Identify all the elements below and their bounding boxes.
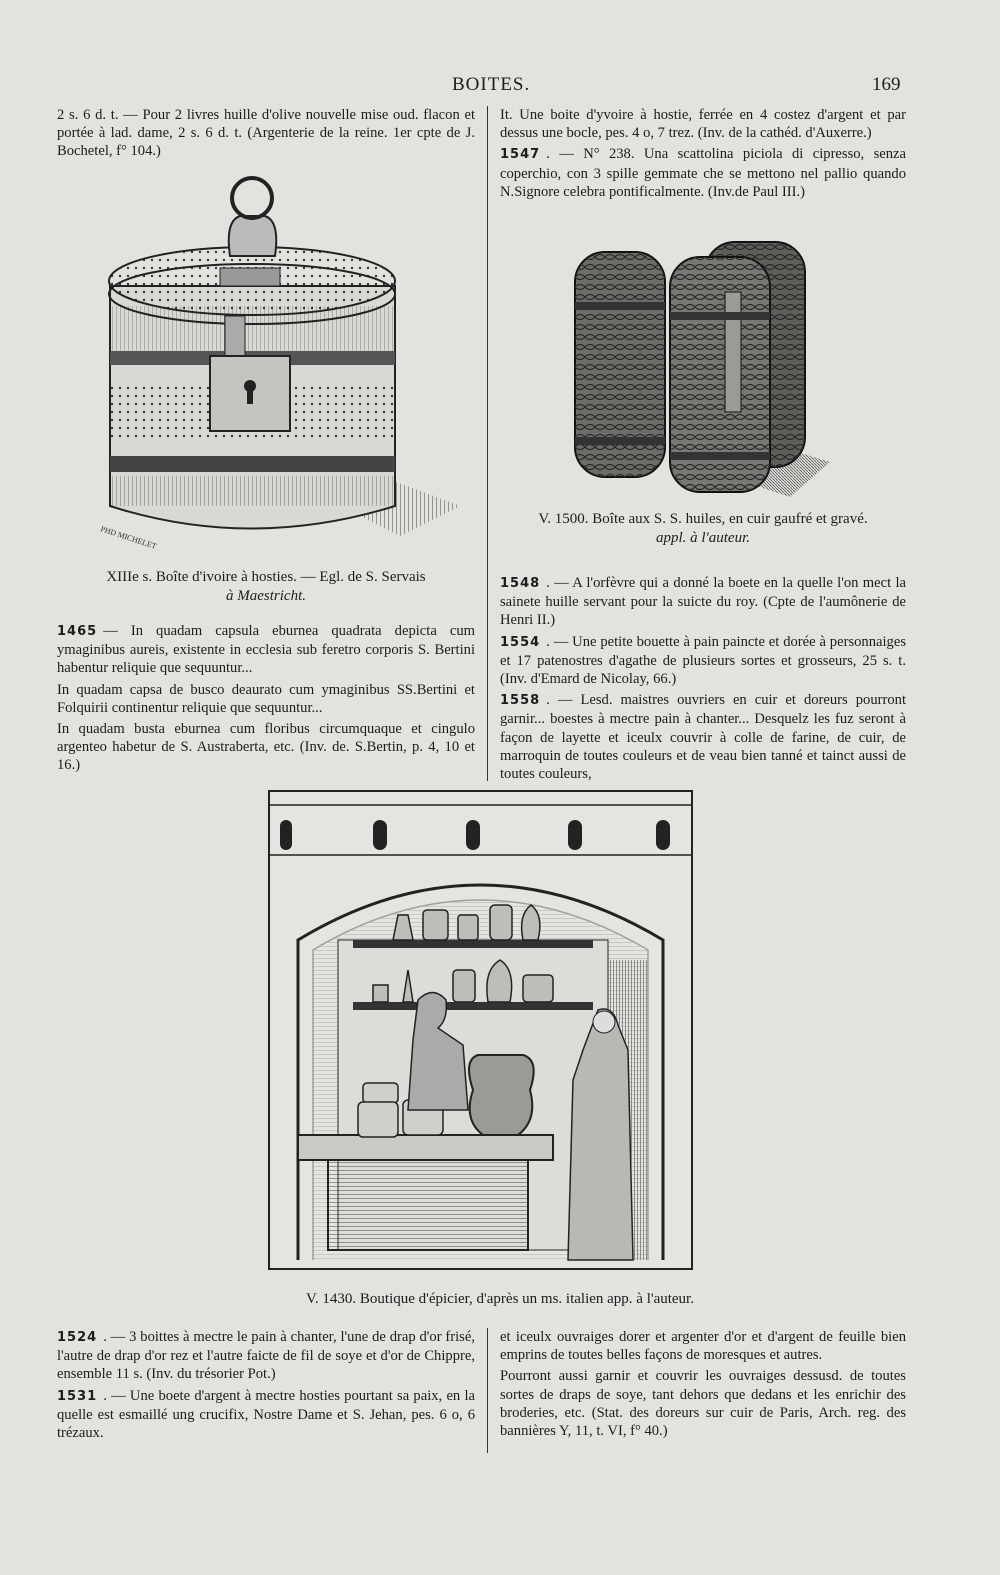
entry-1524 xyxy=(57,1328,475,1384)
caption-line: à Maestricht. xyxy=(226,588,306,604)
entry-text: . — N° 238. Una scattolina piciola di cipresso, senza coperchio, con 3 spille gemmate che se mettono nel pallio quando N.Signore celebra pontificalmente. (Inv.de Paul III.) xyxy=(500,146,906,200)
bottom-right-column xyxy=(500,1328,906,1443)
entry-number: 1465 xyxy=(57,624,98,639)
entry-text: . — 3 boittes à mectre le pain à chanter, l'une de drap d'or frisé, l'autre de drap d'or rez et l'autre faicte de fil de soye et d'or de Chippre, ensemble 11 s. (Inv. du trésorier Pot.) xyxy=(57,1329,475,1383)
bottom-left-column xyxy=(57,1328,475,1445)
right-column-middle xyxy=(500,574,906,786)
paragraph: In quadam busta eburnea cum floribus circumquaque et cingulo argenteo habetur de S. Austraberta, etc. (Inv. de. S.Bertin, p. 4, 10 et 16.) xyxy=(57,721,475,774)
paragraph: In quadam capsa de busco deaurato cum ymaginibus SS.Bertini et Folquirii continentur reliquie que sequuntur... xyxy=(57,681,475,716)
paragraph: et iceulx ouvraiges dorer et argenter d'or et d'argent de feuille bien emprins de toutes belles façons de moresques et autres. xyxy=(500,1329,906,1364)
entry-1465 xyxy=(57,622,475,678)
entry-text: . — Une boete d'argent à mectre hosties pourtant sa paix, en la quelle est esmaillé ung crucifix, Nostre Dame et S. Jehan, pes. 6 o, 6 trézaux. xyxy=(57,1387,475,1442)
entry-1547 xyxy=(500,145,906,201)
left-column-middle xyxy=(57,622,475,778)
figure-holy-oils-box xyxy=(565,232,835,502)
caption-line: XIIIe s. Boîte d'ivoire à hosties. — Egl. de S. Servais xyxy=(106,569,426,585)
entry-number: 1524 xyxy=(57,1330,98,1345)
entry-text: . — Lesd. maistres ouvriers en cuir et doreurs pourront garnir... boestes à mectre pain à chanter... Desquelz les fuz seront à façon de layette et iceulx couvrir à colle de farine, de cuir, de marroquin de toutes couleurs et de veau bien tanné et tainct aussi de toutes couleurs, xyxy=(500,692,906,783)
caption-line: appl. à l'auteur. xyxy=(655,530,751,546)
entry-text: . — A l'orfèvre qui a donné la boete en la quelle l'on mect la sainete huille servant pour la suicte du roy. (Cpte de l'aumônerie de Henri II.) xyxy=(500,575,906,629)
caption-line: V. 1430. Boutique d'épicier, d'après un ms. italien app. à l'auteur. xyxy=(306,1291,694,1307)
entry-1558 xyxy=(500,691,906,783)
entry-text: — In quadam capsula eburnea quadrata depicta cum ymaginibus aureis, existente in ecclesia sub feretro corporis S. Bertini habentur reliquie que sequuntur... xyxy=(57,623,475,677)
entry-1531 xyxy=(57,1387,475,1443)
running-head xyxy=(0,74,1000,98)
grocer-shop-engraving xyxy=(268,790,693,1270)
entry-number: 1547 xyxy=(500,147,541,163)
figure-grocer-shop xyxy=(268,790,693,1270)
figure-1-caption xyxy=(57,568,475,606)
paragraph-auxerre: It. Une boite d'yvoire à hostie, ferrée en 4 costez d'argent et par dessus une bocle, pes. 4 o, 7 trez. (Inv. de la cathéd. d'Auxerre.) xyxy=(500,107,906,142)
figure-ivory-box xyxy=(100,176,480,551)
page-number: 169 xyxy=(872,74,901,95)
column-divider xyxy=(487,106,488,781)
paragraph-argenterie: 2 s. 6 d. t. — Pour 2 livres huille d'olive nouvelle mise oud. flacon et portée à lad. dame, 2 s. 6 d. t. (Argenterie de la reine. 1er cpte de J. Bochetel, f° 104.) xyxy=(57,107,475,160)
running-title: BOITES. xyxy=(452,74,531,95)
right-column-top xyxy=(500,106,906,204)
entry-number: 1554 xyxy=(500,634,541,650)
entry-number: 1548 xyxy=(500,576,541,591)
figure-2-caption xyxy=(500,510,906,548)
paragraph: Pourront aussi garnir et couvrir les ouvraiges dessusd. de toutes sortes de draps de soye, tant dehors que dedans et les enrichir des broderies, etc. (Stat. des doreurs sur cuir de Paris, Arch. reg. des bannières Y, 11, t. VI, f° 40.) xyxy=(500,1368,906,1440)
entry-number: 1531 xyxy=(57,1388,98,1404)
entry-1548 xyxy=(500,574,906,630)
entry-1554 xyxy=(500,633,906,689)
entry-number: 1558 xyxy=(500,693,541,709)
caption-line: V. 1500. Boîte aux S. S. huiles, en cuir gaufré et gravé. xyxy=(538,511,868,527)
column-divider-bottom xyxy=(487,1328,488,1453)
figure-3-caption xyxy=(150,1290,850,1309)
entry-text: . — Une petite bouette à pain paincte et dorée à personnaiges et 17 patenostres d'agathe de plusieurs sortes et grosseurs, 25 s. t. (Inv. d'Emard de Nicolay, 66.) xyxy=(500,633,906,688)
holy-oils-box-engraving xyxy=(565,232,835,502)
ivory-box-engraving xyxy=(100,176,480,551)
left-column-top xyxy=(57,106,475,164)
engraver-signature: PHD MICHELET xyxy=(100,524,158,551)
